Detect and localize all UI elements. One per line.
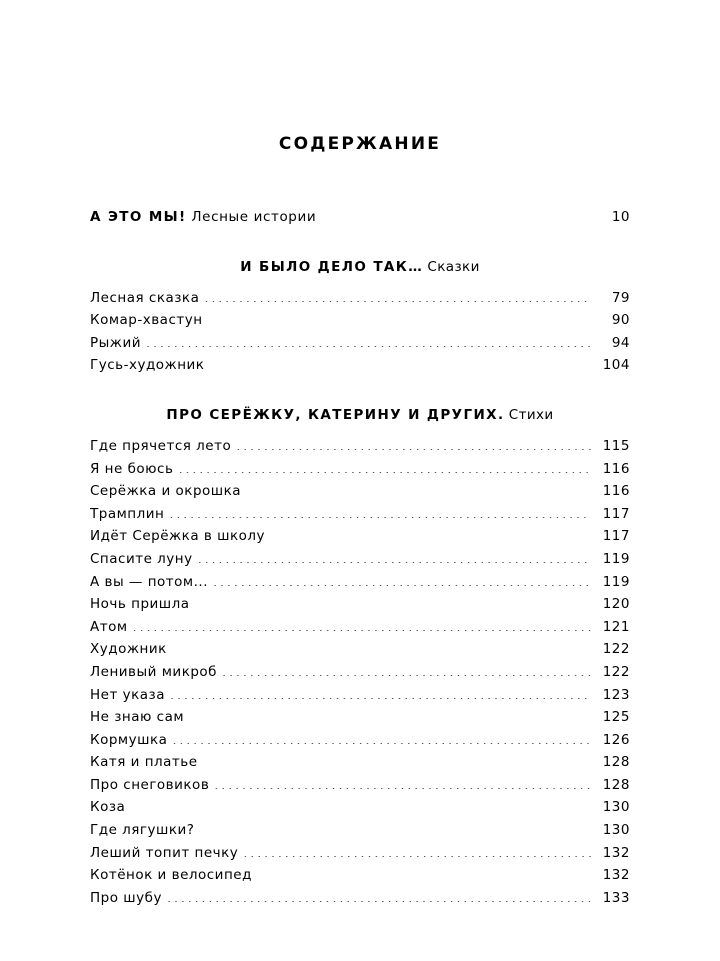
toc-entry-page: 79 (611, 289, 630, 306)
dot-leader (169, 504, 591, 518)
toc-entry[interactable] (90, 684, 630, 707)
toc-entry-page: 125 (602, 709, 630, 726)
toc-entry-page: 132 (602, 844, 630, 861)
section-heading (90, 407, 630, 423)
toc-entry-title: Про снеговиков (90, 776, 210, 793)
toc-entry-page: 126 (602, 731, 630, 748)
section-heading-sub: Стихи (508, 406, 554, 423)
toc-entry[interactable] (90, 616, 630, 639)
toc-entry-page: 117 (602, 505, 630, 522)
toc-entry-page: 120 (602, 596, 630, 613)
toc-entry-title: Трамплин (90, 505, 165, 522)
dot-leader (199, 821, 591, 835)
page-title: СОДЕРЖАНИЕ (278, 134, 442, 154)
toc-entry-title: Кормушка (90, 731, 168, 748)
section-heading-sub: Лесные истории (191, 209, 317, 225)
toc-entry-title: Гусь-художник (90, 357, 205, 374)
toc-entry-page: 104 (602, 357, 630, 374)
dot-leader (178, 459, 591, 473)
toc-entry-page: 119 (602, 550, 630, 567)
dot-leader (172, 730, 591, 744)
toc-entry-title: Идёт Серёжка в школу (90, 528, 266, 545)
toc-entry[interactable] (90, 842, 630, 865)
toc-entry[interactable] (90, 571, 630, 594)
toc-entry[interactable] (90, 332, 630, 355)
toc-entry-title: Где прячется лето (90, 437, 232, 454)
toc-entry-page: 122 (602, 663, 630, 680)
toc-entry[interactable] (90, 796, 630, 819)
dot-leader (167, 888, 591, 902)
toc-entry-title (90, 206, 316, 229)
dot-leader (270, 527, 591, 541)
toc-entry-page: 116 (602, 483, 630, 500)
toc-entry[interactable] (90, 887, 630, 910)
dot-leader (198, 549, 591, 563)
toc-entry[interactable] (90, 729, 630, 752)
dot-leader (133, 617, 591, 631)
toc-entry-title: Спасите луну (90, 550, 193, 567)
toc-entry[interactable] (90, 593, 630, 616)
dot-leader (146, 333, 591, 347)
toc-entry-title: Нет указа (90, 686, 165, 703)
toc-entry[interactable] (90, 458, 630, 481)
toc-entry-page: 123 (602, 686, 630, 703)
toc-entry-page: 115 (602, 437, 630, 454)
toc-entry[interactable] (90, 864, 630, 887)
toc-entry-title: А вы — потом... (90, 573, 208, 590)
toc-entry-title: Где лягушки? (90, 822, 195, 839)
toc-content (90, 154, 630, 909)
toc-entry-title: Про шубу (90, 889, 162, 906)
toc-entry-page: 94 (611, 334, 630, 351)
toc-entry-title: Не знаю сам (90, 709, 185, 726)
dot-leader (170, 685, 591, 699)
toc-entry-title: Атом (90, 618, 128, 635)
section-heading-strong: И БЫЛО ДЕЛО ТАК… (240, 258, 424, 275)
toc-entry-title: Ночь пришла (90, 596, 190, 613)
toc-entry-page: 132 (602, 867, 630, 884)
dot-leader (209, 356, 591, 370)
dot-leader (189, 708, 591, 722)
toc-entry[interactable] (90, 354, 630, 377)
dot-leader (130, 798, 591, 812)
toc-entry-title: Леший топит печку (90, 844, 239, 861)
toc-entry-title: Коза (90, 799, 126, 816)
toc-entry-page: 130 (602, 822, 630, 839)
toc-entry-title: Катя и платье (90, 754, 198, 771)
toc-entry[interactable] (90, 525, 630, 548)
toc-entry-page: 116 (602, 460, 630, 477)
dot-leader (172, 640, 591, 654)
section-heading-strong: А ЭТО МЫ! (90, 209, 187, 225)
dot-leader (321, 208, 591, 222)
toc-entry-title: Котёнок и велосипед (90, 867, 252, 884)
toc-entry[interactable] (90, 480, 630, 503)
toc-entry-title: Художник (90, 641, 167, 658)
toc-entry-page: 130 (602, 799, 630, 816)
dot-leader (213, 572, 591, 586)
toc-section-pro-seryozhku (90, 407, 630, 909)
toc-entry[interactable] (90, 706, 630, 729)
dot-leader (257, 866, 591, 880)
dot-leader (208, 311, 591, 325)
toc-entry-title: Ленивый микроб (90, 663, 218, 680)
dot-leader (222, 662, 591, 676)
dot-leader (243, 843, 591, 857)
section-heading (90, 259, 630, 275)
toc-entry[interactable] (90, 638, 630, 661)
toc-entry-page: 117 (602, 528, 630, 545)
toc-entry[interactable] (90, 751, 630, 774)
dot-leader (236, 436, 591, 450)
section-heading-strong: ПРО СЕРЁЖКУ, КАТЕРИНУ И ДРУГИХ. (166, 406, 505, 423)
dot-leader (204, 288, 591, 302)
toc-entry[interactable] (90, 435, 630, 458)
dot-leader (195, 595, 591, 609)
toc-entry[interactable] (90, 819, 630, 842)
section-heading-sub: Сказки (427, 258, 480, 275)
toc-entry[interactable] (90, 309, 630, 332)
toc-section-a-eto-my (90, 206, 630, 229)
toc-entry-title: Рыжий (90, 334, 142, 351)
toc-entry[interactable] (90, 206, 630, 229)
toc-entry-title: Я не боюсь (90, 460, 174, 477)
toc-entry[interactable] (90, 661, 630, 684)
toc-entry-page: 10 (611, 209, 630, 225)
toc-entry-page: 128 (602, 754, 630, 771)
toc-entry-page: 121 (602, 618, 630, 635)
toc-entry-title: Лесная сказка (90, 289, 200, 306)
toc-entry-page: 90 (611, 312, 630, 329)
toc-entry[interactable] (90, 287, 630, 310)
dot-leader (214, 775, 591, 789)
toc-entry-page: 128 (602, 776, 630, 793)
dot-leader (246, 482, 591, 496)
toc-entry-page: 122 (602, 641, 630, 658)
toc-entry[interactable] (90, 503, 630, 526)
toc-entry-page: 119 (602, 573, 630, 590)
toc-section-i-bylo-delo-tak (90, 259, 630, 377)
toc-entry-title: Серёжка и окрошка (90, 483, 242, 500)
toc-entry[interactable] (90, 548, 630, 571)
toc-entry-page: 133 (602, 889, 630, 906)
toc-entry-title: Комар-хвастун (90, 312, 203, 329)
dot-leader (203, 753, 591, 767)
toc-entry[interactable] (90, 774, 630, 797)
